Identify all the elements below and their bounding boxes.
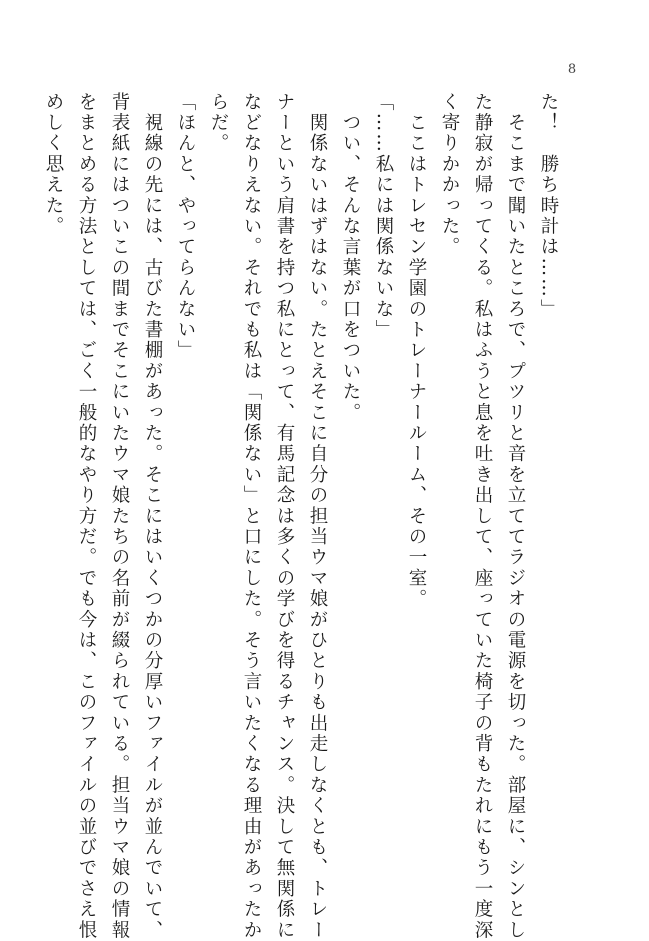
text-line: をまとめる方法としては、ごく一般的なやり方だ。でも今は、このファイルの並びでさえ恨 (76, 92, 97, 941)
page-number: 8 (567, 62, 577, 77)
text-line: く寄りかかった。 (439, 92, 460, 258)
text-line: 視線の先には、古びた書棚があった。そこにはいくつかの分厚いファイルが並んでいて、 (142, 92, 163, 941)
body-text (37, 92, 565, 941)
text-line: た！ 勝ち時計は……」 (538, 92, 559, 320)
text-line: ここはトレセン学園のトレーナールーム、その一室。 (406, 92, 427, 610)
text-line: 関係ないはずはない。たとえそこに自分の担当ウマ娘がひとりも出走しなくとも、トレー (307, 92, 328, 941)
text-line: そこまで聞いたところで、プツリと音を立ててラジオの電源を切った。部屋に、シンとし (505, 92, 526, 941)
text-line: 「……私には関係ないな」 (373, 92, 394, 341)
text-line: ナーという肩書を持つ私にとって、有馬記念は多くの学びを得るチャンス。決して無関係に (274, 92, 295, 941)
text-line: た静寂が帰ってくる。私はふうと息を吐き出して、座っていた椅子の背もたれにもう一度深 (472, 92, 493, 941)
text-line: 「ほんと、やってらんない」 (175, 92, 196, 362)
text-line: つい、そんな言葉が口をついた。 (340, 92, 361, 424)
text-line: 背表紙にはついこの間までそこにいたウマ娘たちの名前が綴られている。担当ウマ娘の情報 (109, 92, 130, 941)
text-line: らだ。 (208, 92, 229, 155)
text-line: めしく思えた。 (43, 92, 64, 237)
text-line: などなりえない。それでも私は「関係ない」と口にした。そう言いたくなる理由があったか (241, 92, 262, 941)
